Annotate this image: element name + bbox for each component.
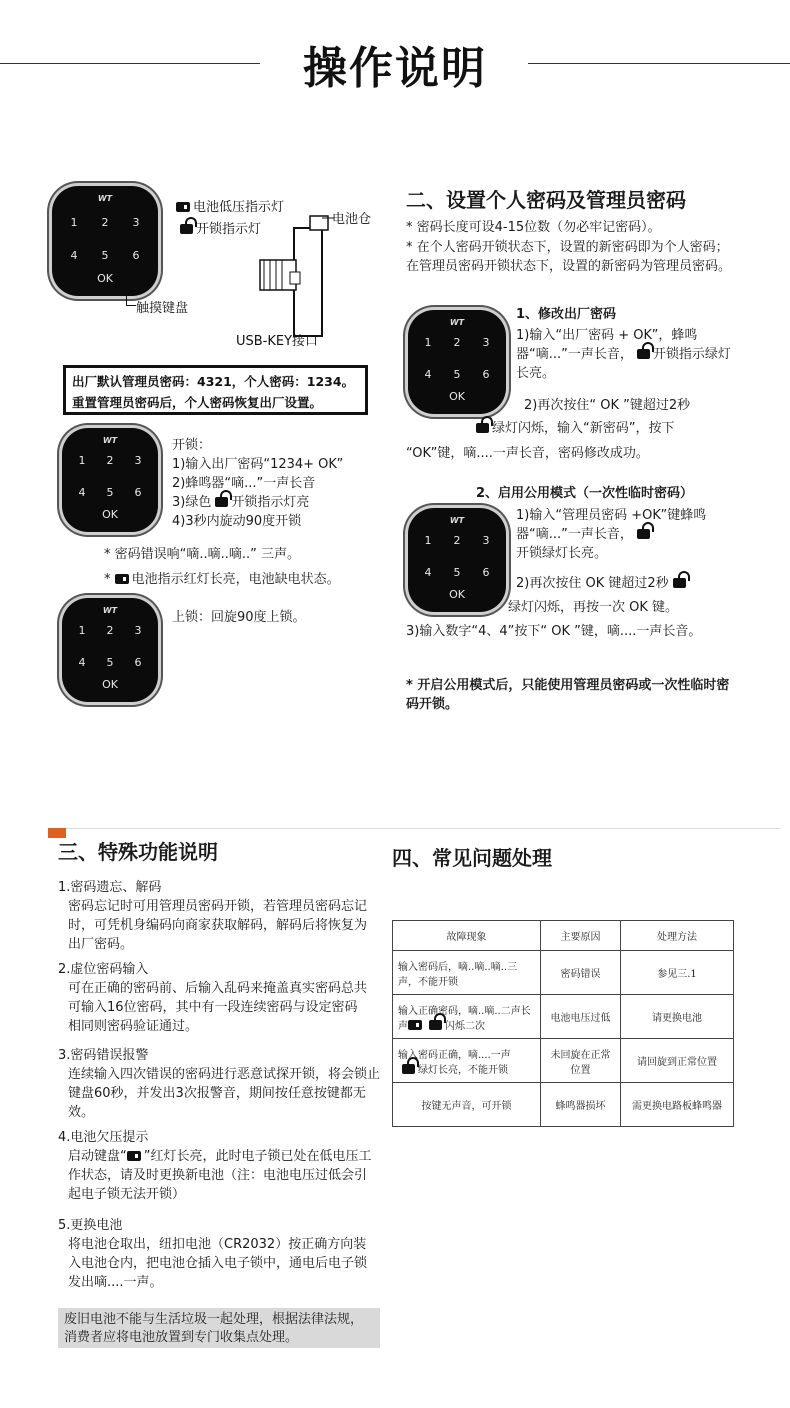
battery-icon [176, 202, 190, 212]
key-6: 6 [134, 656, 142, 669]
key-5: 5 [106, 656, 114, 669]
key-3: 3 [132, 216, 140, 229]
keypad-brand: WT [102, 606, 118, 615]
key-1: 1 [78, 454, 86, 467]
item-4 [58, 1128, 376, 1204]
unlock-instructions [172, 436, 382, 531]
section-3-title: 三、特殊功能说明 [58, 840, 218, 864]
key-1: 1 [78, 624, 86, 637]
lower-divider [48, 828, 781, 829]
section-2-title: 二、设置个人密码及管理员密码 [406, 188, 686, 212]
key-ok: OK [102, 678, 118, 691]
keypad-brand: WT [102, 436, 118, 445]
sub2-step-2b: 绿灯闪烁，再按一次 OK 键。 [508, 600, 679, 615]
battery-compartment-label: 电池仓 [332, 212, 372, 227]
unlock-step-3: 3)绿色 开锁指示灯亮 [172, 495, 310, 510]
key-4: 4 [78, 486, 86, 499]
unlock-step-4: 4)3秒内旋动90度开锁 [172, 514, 302, 529]
sub1-step-2a: 2)再次按住“ OK ”键超过2秒 [524, 398, 691, 413]
unlock-step-1: 1)输入出厂密码“1234+ OK” [172, 457, 344, 472]
notice-line-1: 出厂默认管理员密码：4321，个人密码：1234。 [72, 374, 355, 389]
unlock-icon [637, 349, 650, 359]
battery-disposal-note: 废旧电池不能与生活垃圾一起处理，根据法律法规，消费者应将电池放置到专门收集点处理。 [58, 1308, 380, 1348]
key-1: 1 [424, 534, 432, 547]
key-3: 3 [134, 624, 142, 637]
key-2: 2 [106, 454, 114, 467]
key-5: 5 [106, 486, 114, 499]
key-2: 2 [101, 216, 109, 229]
key-2: 2 [453, 336, 461, 349]
key-4: 4 [424, 368, 432, 381]
key-4: 4 [70, 249, 78, 262]
key-6: 6 [482, 368, 490, 381]
cause-cell: 密码错误 [541, 951, 621, 995]
key-5: 5 [453, 368, 461, 381]
key-6: 6 [132, 249, 140, 262]
key-ok: OK [449, 390, 465, 403]
key-3: 3 [482, 336, 490, 349]
sub2-step-3: 3)输入数字“4、4”按下“ OK ”键，嘀....一声长音。 [406, 624, 702, 639]
cause-cell: 未回旋在正常位置 [541, 1039, 621, 1083]
item-5-title: 5.更换电池 [58, 1218, 123, 1233]
keypad-brand: WT [449, 318, 465, 327]
sub1-title: 1、修改出厂密码 [516, 307, 617, 322]
key-5: 5 [453, 566, 461, 579]
sub1-step-2c: “OK”键，嘀....一声长音，密码修改成功。 [406, 446, 649, 461]
table-row [393, 1083, 734, 1127]
item-4-body: 启动键盘“ ”红灯长亮，此时电子锁已处在低电压工作状态，请及时更换新电池（注：电池电压过低会引起电子锁无法开锁） [68, 1149, 372, 1202]
item-1-title: 1.密码遗忘、解码 [58, 880, 162, 895]
key-1: 1 [70, 216, 78, 229]
table-row [393, 951, 734, 995]
unlock-title: 开锁： [172, 438, 212, 453]
key-4: 4 [424, 566, 432, 579]
unlock-icon [429, 1020, 442, 1030]
item-5 [58, 1216, 376, 1292]
usb-key-label: USB-KEY接口 [236, 334, 319, 349]
page-title: 操作说明 [303, 43, 487, 94]
wrong-code-note: * 密码错误响“嘀..嘀..嘀..” 三声。 [104, 547, 301, 562]
solution-cell: 参见三.1 [621, 951, 734, 995]
item-4-title: 4.电池欠压提示 [58, 1130, 149, 1145]
sub1-step-1: 1)输入“出厂密码 + OK”，蜂鸣器“嘀...”一声长音， 开锁指示绿灯长亮。 [516, 328, 731, 381]
touch-keypad-leader-h [126, 305, 136, 306]
section-2-note: * 开启公用模式后，只能使用管理员密码或一次性临时密码开锁。 [406, 678, 730, 712]
battery-low-light-label: 电池低压指示灯 [176, 196, 284, 215]
key-3: 3 [134, 454, 142, 467]
unlock-icon [180, 224, 193, 234]
battery-icon [115, 574, 129, 584]
item-2-title: 2.虚位密码输入 [58, 962, 149, 977]
cause-cell: 电池电压过低 [541, 995, 621, 1039]
battery-icon [408, 1020, 422, 1030]
item-2-body: 可在正确的密码前、后输入乱码来掩盖真实密码总共可输入16位密码，其中有一段连续密码与设定密码相同则密码验证通过。 [68, 981, 368, 1034]
keypad-lock [62, 598, 158, 702]
key-4: 4 [78, 656, 86, 669]
symptom-cell: 输入正确密码，嘀..嘀..二声长声 闪烁二次 [393, 995, 541, 1039]
sub2-step-1: 1)输入“管理员密码 +OK”键蜂鸣器“嘀...”一声长音， 开锁绿灯长亮。 [516, 508, 707, 561]
section-4-title: 四、常见问题处理 [392, 846, 552, 870]
item-1-body: 密码忘记时可用管理员密码开锁，若管理员密码忘记时，可凭机身编码向商家获取解码，解码后将恢复为出厂密码。 [68, 899, 368, 952]
key-6: 6 [482, 566, 490, 579]
solution-cell: 请更换电池 [621, 995, 734, 1039]
touch-keypad-label: 触摸键盘 [136, 301, 189, 316]
unlock-step-2: 2)蜂鸣器“嘀...”一声长音 [172, 476, 316, 491]
section-2-intro-1: * 密码长度可设4-15位数（勿必牢记密码）。 [406, 220, 661, 235]
unlock-icon [637, 529, 650, 539]
sub2-title: 2、启用公用模式（一次性临时密码） [476, 486, 694, 501]
item-3-title: 3.密码错误报警 [58, 1048, 149, 1063]
table-header-row [393, 921, 734, 951]
sub2-step-2a: 2)再次按住 OK 键超过2秒 [516, 574, 689, 593]
item-3 [58, 1046, 380, 1122]
key-ok: OK [97, 272, 113, 285]
keypad-brand: WT [97, 194, 113, 203]
key-2: 2 [106, 624, 114, 637]
keypad-change-password [408, 310, 506, 414]
key-ok: OK [102, 508, 118, 521]
symptom-cell: 输入密码正确，嘀....一声 绿灯长亮，不能开锁 [393, 1039, 541, 1083]
key-3: 3 [482, 534, 490, 547]
item-5-body: 将电池仓取出，纽扣电池（CR2032）按正确方向装入电池仓内，把电池仓插入电子锁中，通电后电子锁发出嘀....一声。 [68, 1237, 368, 1290]
unlock-icon [476, 423, 489, 433]
item-2 [58, 960, 370, 1036]
header-cause: 主要原因 [541, 921, 621, 951]
key-1: 1 [424, 336, 432, 349]
header-symptom: 故障现象 [393, 921, 541, 951]
symptom-cell: 输入密码后，嘀..嘀..嘀..三声，不能开锁 [393, 951, 541, 995]
item-1 [58, 878, 370, 954]
unlock-icon [215, 497, 228, 507]
key-ok: OK [449, 588, 465, 601]
keypad-brand: WT [449, 516, 465, 525]
item-3-body: 连续输入四次错误的密码进行恶意试探开锁，将会锁止键盘60秒，并发出3次报警音，期间按任意按键都无效。 [68, 1067, 381, 1120]
factory-default-notice [63, 365, 368, 415]
section-2-intro-2: * 在个人密码开锁状态下，设置的新密码即为个人密码；在管理员密码开锁状态下，设置的新密码为管理员密码。 [406, 240, 732, 274]
key-2: 2 [453, 534, 461, 547]
notice-line-2: 重置管理员密码后，个人密码恢复出厂设置。 [72, 395, 323, 410]
keypad-diagram-top [52, 186, 158, 296]
table-row [393, 995, 734, 1039]
unlock-light-label: 开锁指示灯 [176, 218, 261, 237]
keypad-unlock [62, 428, 158, 532]
keypad-public-mode [408, 508, 506, 612]
key-5: 5 [101, 249, 109, 262]
faq-table [392, 920, 734, 1127]
symptom-cell: 按键无声音，可开锁 [393, 1083, 541, 1127]
low-battery-note: * 电池指示红灯长亮，电池缺电状态。 [104, 572, 340, 587]
battery-icon [127, 1151, 141, 1161]
solution-cell: 需更换电路板蜂鸣器 [621, 1083, 734, 1127]
solution-cell: 请回旋到正常位置 [621, 1039, 734, 1083]
unlock-icon [402, 1064, 415, 1074]
key-6: 6 [134, 486, 142, 499]
lock-instruction: 上锁：回旋90度上锁。 [172, 610, 306, 625]
header-solution: 处理方法 [621, 921, 734, 951]
table-row [393, 1039, 734, 1083]
sub1-step-2b: 绿灯闪烁，输入“新密码”，按下 [472, 419, 674, 438]
unlock-icon [673, 578, 686, 588]
cause-cell: 蜂鸣器损坏 [541, 1083, 621, 1127]
lock-side-view [250, 208, 380, 338]
